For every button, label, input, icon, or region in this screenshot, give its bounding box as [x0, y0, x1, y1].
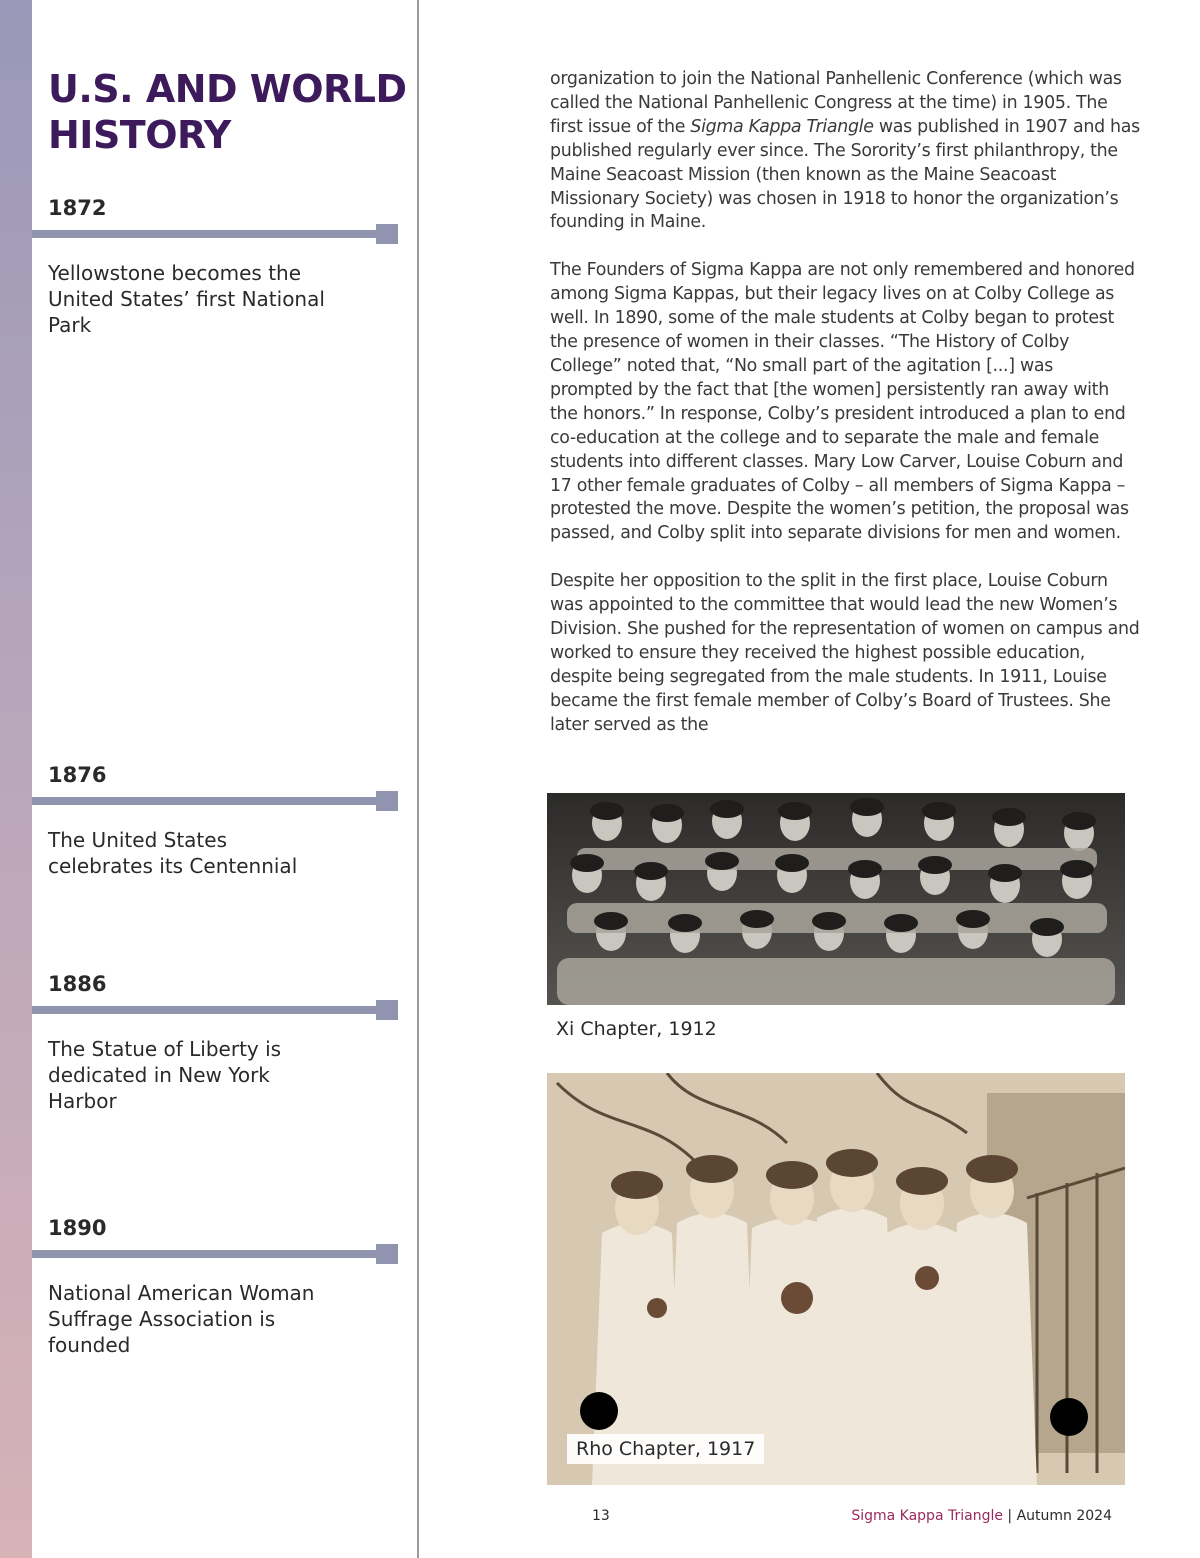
timeline-line	[32, 1250, 376, 1258]
section-title: U.S. AND WORLD HISTORY	[48, 67, 407, 157]
outdoor-portrait-illustration	[547, 1073, 1125, 1485]
photo-caption: Xi Chapter, 1912	[556, 1018, 717, 1040]
event-year: 1886	[48, 972, 107, 996]
article-paragraph	[550, 68, 1140, 235]
group-portrait-illustration	[547, 793, 1125, 1005]
photo-caption: Rho Chapter, 1917	[567, 1434, 764, 1464]
xi-chapter-photo	[547, 793, 1125, 1005]
timeline-line	[32, 230, 376, 238]
timeline-cap	[376, 224, 398, 244]
event-description: Yellowstone becomes the United States’ first National Park	[48, 261, 325, 337]
rho-chapter-photo	[547, 1073, 1125, 1485]
article-text: was published in 1907 and has published regularly ever since. The Sorority’s first philanthropy, the Maine Seacoast Mission (then known as the Maine Seacoast Missionary Society) was chosen in 1918 to honor the organization’s founding in Maine.	[550, 116, 1140, 233]
timeline-line	[32, 1006, 376, 1014]
side-gradient-bar	[0, 0, 32, 1558]
timeline-cap	[376, 1000, 398, 1020]
publication-name: Sigma Kappa Triangle	[851, 1508, 1003, 1524]
timeline-cap	[376, 791, 398, 811]
article-body	[550, 68, 1140, 762]
event-description: The Statue of Liberty is dedicated in New York Harbor	[48, 1037, 282, 1113]
article-text: organization to join the National Panhellenic Conference (which was called the National Panhellenic Congress at the time) in 1905. The first issue of the	[550, 69, 1122, 137]
footer-publication	[851, 1508, 1112, 1524]
event-description: The United States celebrates its Centennial	[48, 828, 298, 878]
page-number: 13	[592, 1508, 610, 1524]
timeline-cap	[376, 1244, 398, 1264]
timeline-line	[32, 797, 376, 805]
event-year: 1876	[48, 763, 107, 787]
issue-label: Autumn 2024	[1016, 1508, 1112, 1524]
event-description: National American Woman Suffrage Association is founded	[48, 1281, 315, 1357]
event-year: 1872	[48, 196, 107, 220]
column-divider	[417, 0, 419, 1558]
footer-separator: |	[1007, 1508, 1013, 1524]
magazine-title-italic: Sigma Kappa Triangle	[690, 116, 874, 137]
event-year: 1890	[48, 1216, 107, 1240]
article-paragraph: The Founders of Sigma Kappa are not only remembered and honored among Sigma Kappas, but their legacy lives on at Colby College as well. In 1890, some of the male students at Colby began to protest the presence of women in their classes. “The History of Colby College” noted that, “No small part of the agitation [...] was prompted by the fact that [the women] persistently ran away with the honors.” In response, Colby’s president introduced a plan to end co-education at the college and to separate the male and female students into different classes. Mary Low Carver, Louise Coburn and 17 other female graduates of Colby – all members of Sigma Kappa – protested the move. Despite the women’s petition, the proposal was passed, and Colby split into separate divisions for men and women.	[550, 260, 1135, 544]
article-paragraph: Despite her opposition to the split in the first place, Louise Coburn was appointed to the committee that would lead the new Women’s Division. She pushed for the representation of women on campus and worked to ensure they received the highest possible education, despite being segregated from the male students. In 1911, Louise became the first female member of Colby’s Board of Trustees. She later served as the	[550, 571, 1140, 735]
